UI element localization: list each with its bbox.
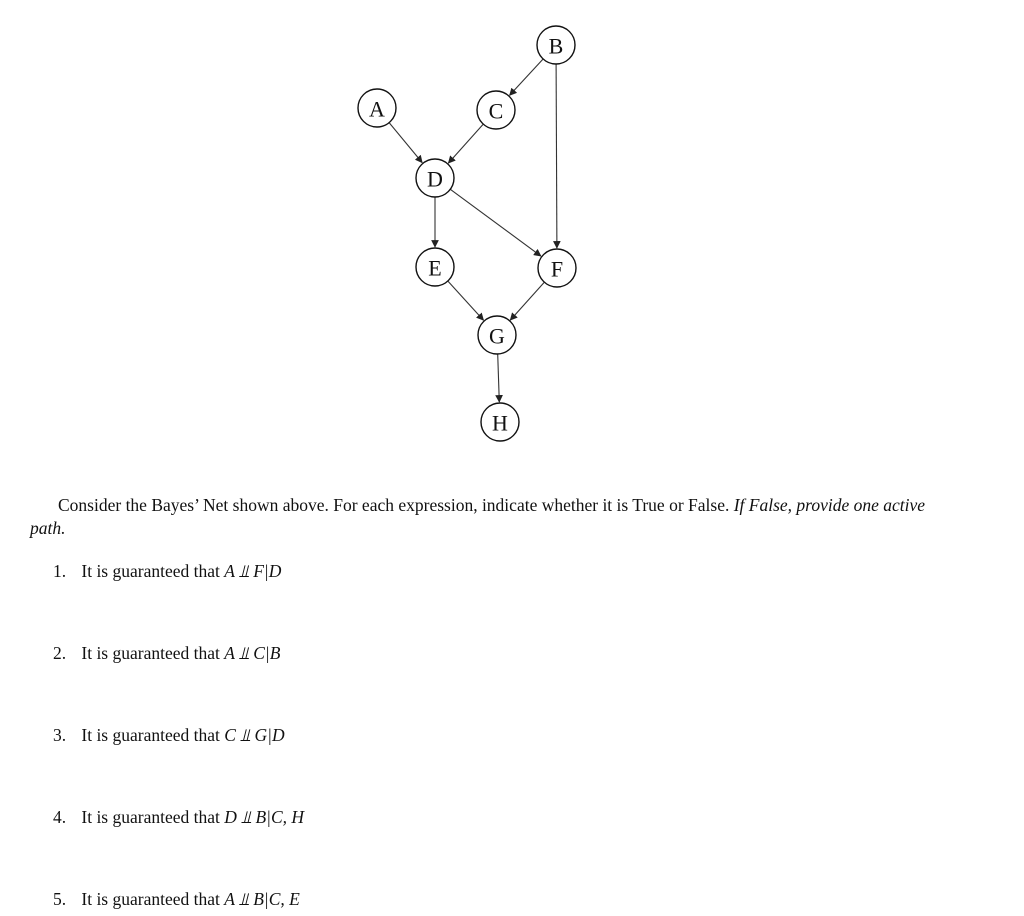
edge-e-g	[448, 281, 484, 320]
edge-b-f	[556, 64, 557, 248]
question-prompt	[30, 494, 930, 540]
node-label: H	[492, 410, 508, 436]
question-item-1	[53, 560, 281, 583]
edge-b-c	[510, 59, 543, 95]
question-number: 3.	[53, 725, 67, 745]
edge-f-g	[510, 282, 544, 320]
question-expression: D ⫫ B|C, H	[224, 807, 305, 827]
node-b	[537, 26, 575, 64]
edge-a-d	[389, 123, 422, 163]
question-number: 2.	[53, 643, 67, 663]
question-expression: A ⫫ C|B	[224, 643, 281, 663]
node-d	[416, 159, 454, 197]
question-item-5	[53, 888, 300, 911]
node-c	[477, 91, 515, 129]
edge-d-f	[450, 189, 541, 256]
question-prefix: It is guaranteed that	[81, 807, 220, 827]
node-g	[478, 316, 516, 354]
prompt-text: Consider the Bayes’ Net shown above. For each expression, indicate whether it is True or False.	[58, 495, 730, 515]
node-label: E	[428, 255, 442, 281]
edge-c-d	[448, 124, 483, 163]
question-prefix: It is guaranteed that	[81, 889, 220, 909]
node-label: G	[489, 323, 505, 349]
prompt-italic-text: If False, provide one active path.	[30, 495, 926, 538]
node-label: B	[548, 33, 564, 59]
question-number: 1.	[53, 561, 67, 581]
question-number: 5.	[53, 889, 67, 909]
question-expression: C ⫫ G|D	[224, 725, 285, 745]
question-prefix: It is guaranteed that	[81, 561, 220, 581]
node-a	[358, 89, 396, 127]
node-f	[538, 249, 576, 287]
question-item-4	[53, 806, 304, 829]
node-e	[416, 248, 454, 286]
edge-g-h	[498, 354, 500, 402]
question-expression: A ⫫ B|C, E	[224, 889, 300, 909]
node-label: C	[488, 98, 504, 124]
question-prefix: It is guaranteed that	[81, 725, 220, 745]
node-label: D	[427, 166, 443, 192]
node-label: A	[369, 96, 385, 122]
question-expression: A ⫫ F|D	[224, 561, 282, 581]
node-label: F	[550, 256, 564, 282]
question-prefix: It is guaranteed that	[81, 643, 220, 663]
question-number: 4.	[53, 807, 67, 827]
question-item-2	[53, 642, 280, 665]
question-item-3	[53, 724, 285, 747]
node-h	[481, 403, 519, 441]
